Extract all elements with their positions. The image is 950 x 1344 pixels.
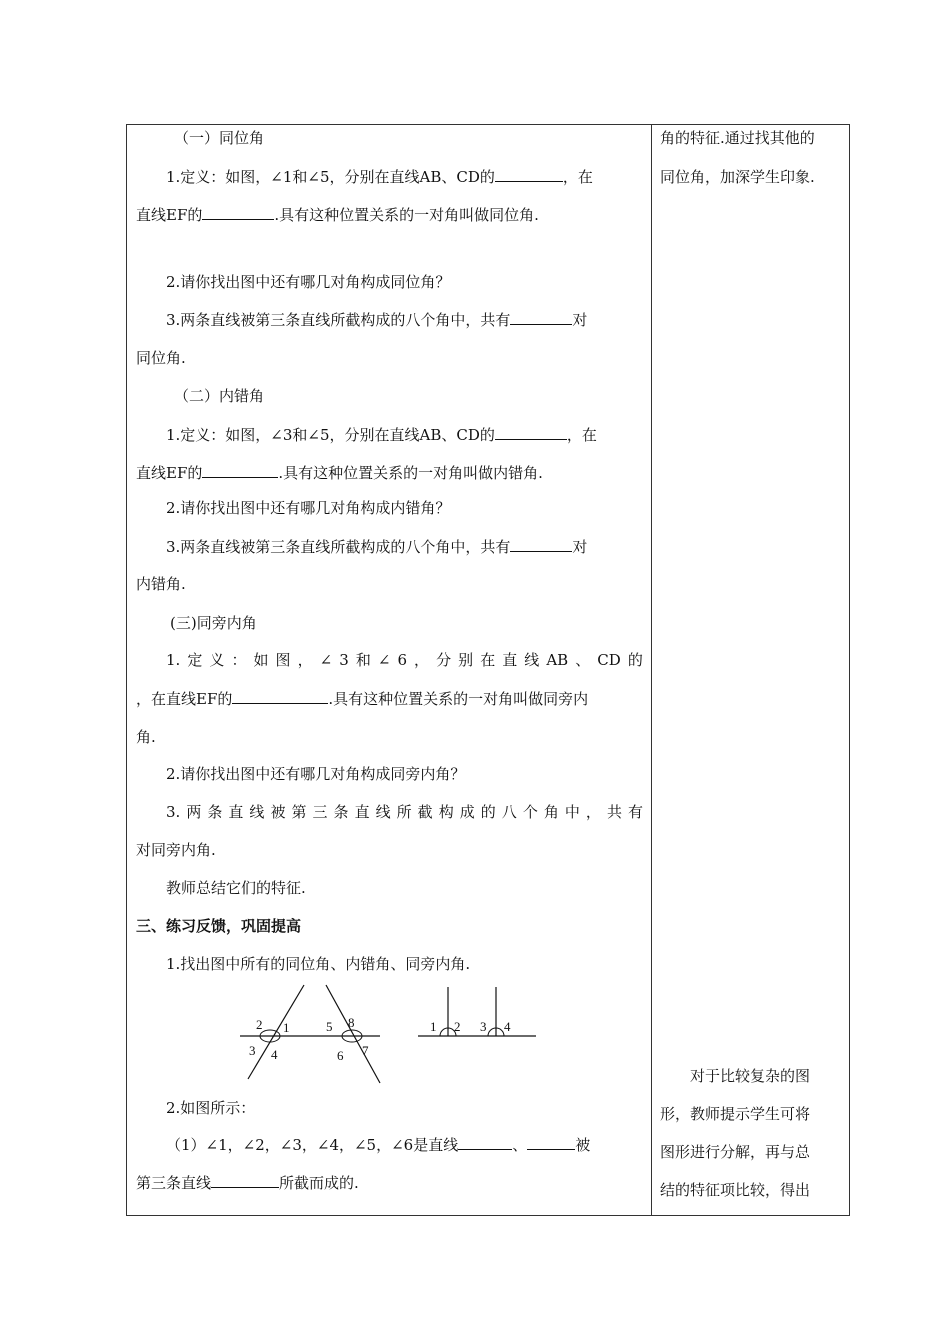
section-heading-corresponding: （一）同位角 [174, 129, 265, 147]
section-heading-alternate: （二）内错角 [174, 387, 265, 405]
definition-line: 直线EF的 .具有这种位置关系的一对角叫做同位角. [136, 206, 539, 224]
blank-field[interactable] [202, 204, 274, 220]
definition-line-justified: 1. 定 义 ： 如 图 ， ∠ 3 和 ∠ 6 ， 分 别 在 直 线 AB 、 CD 的 [166, 651, 643, 669]
question-text: 2.如图所示： [166, 1099, 256, 1117]
column-divider [651, 124, 652, 1216]
angle-label: 2 [256, 1017, 263, 1032]
sidebar-note: 形，教师提示学生可将 [660, 1105, 811, 1123]
definition-line: 角. [136, 728, 156, 746]
question-text: 3.两条直线被第三条直线所截构成的八个角中，共有 对 [166, 311, 588, 329]
question-text: 内错角. [136, 575, 186, 593]
angle-label: 3 [249, 1043, 256, 1058]
section-heading-practice: 三、练习反馈，巩固提高 [136, 917, 302, 935]
blank-field[interactable] [495, 424, 567, 440]
angle-label: 7 [362, 1043, 369, 1058]
angle-label: 4 [504, 1019, 511, 1034]
blank-field[interactable] [527, 1134, 575, 1150]
blank-field[interactable] [202, 462, 278, 478]
question-text: 同位角. [136, 349, 186, 367]
blank-field[interactable] [510, 536, 572, 552]
angle-figure-transversals [240, 979, 388, 1084]
blank-field[interactable] [510, 309, 572, 325]
sidebar-note: 结的特征项比较，得出 [660, 1181, 811, 1199]
question-text: 第三条直线 所截而成的. [136, 1174, 359, 1192]
question-text: 2.请你找出图中还有哪几对角构成内错角？ [166, 499, 451, 517]
section-heading-same-side: (三)同旁内角 [170, 614, 257, 632]
sidebar-note: 图形进行分解，再与总 [660, 1143, 811, 1161]
question-text: 对同旁内角. [136, 841, 216, 859]
sidebar-note: 角的特征.通过找其他的 [660, 129, 815, 147]
question-text: 1.找出图中所有的同位角、内错角、同旁内角. [166, 955, 471, 973]
angle-figure-perpendiculars [416, 979, 541, 1049]
blank-field[interactable] [458, 1134, 512, 1150]
question-text: 3.两条直线被第三条直线所截构成的八个角中，共有 对 [166, 538, 588, 556]
angle-label: 6 [337, 1048, 344, 1063]
angle-label: 1 [430, 1019, 437, 1034]
angle-label: 1 [283, 1020, 290, 1035]
transversal-line-right [326, 985, 380, 1083]
sidebar-note: 对于比较复杂的图 [690, 1067, 811, 1085]
question-line-justified: 3. 两 条 直 线 被 第 三 条 直 线 所 截 构 成 的 八 个 角 中 ， 共 有 [166, 803, 643, 821]
question-text: 2.请你找出图中还有哪几对角构成同旁内角？ [166, 765, 466, 783]
angle-label: 2 [454, 1019, 461, 1034]
definition-line: 1.定义：如图，∠1和∠5，分别在直线AB、CD的 ，在 [166, 168, 593, 186]
sidebar-note: 同位角，加深学生印象. [660, 168, 815, 186]
question-text: （1）∠1，∠2，∠3，∠4，∠5，∠6是直线 、 被 [166, 1136, 591, 1154]
question-text: 2.请你找出图中还有哪几对角构成同位角？ [166, 273, 451, 291]
angle-label: 5 [326, 1019, 333, 1034]
angle-label: 4 [271, 1047, 278, 1062]
definition-line: ，在直线EF的 .具有这种位置关系的一对角叫做同旁内 [136, 690, 589, 708]
summary-text: 教师总结它们的特征. [166, 879, 306, 897]
blank-field[interactable] [495, 166, 563, 182]
angle-label: 8 [348, 1015, 355, 1030]
blank-field[interactable] [211, 1172, 279, 1188]
blank-field[interactable] [232, 688, 328, 704]
definition-line: 1.定义：如图，∠3和∠5，分别在直线AB、CD的 ，在 [166, 426, 597, 444]
definition-line: 直线EF的 .具有这种位置关系的一对角叫做内错角. [136, 464, 543, 482]
transversal-line-left [248, 985, 304, 1079]
angle-label: 3 [480, 1019, 487, 1034]
